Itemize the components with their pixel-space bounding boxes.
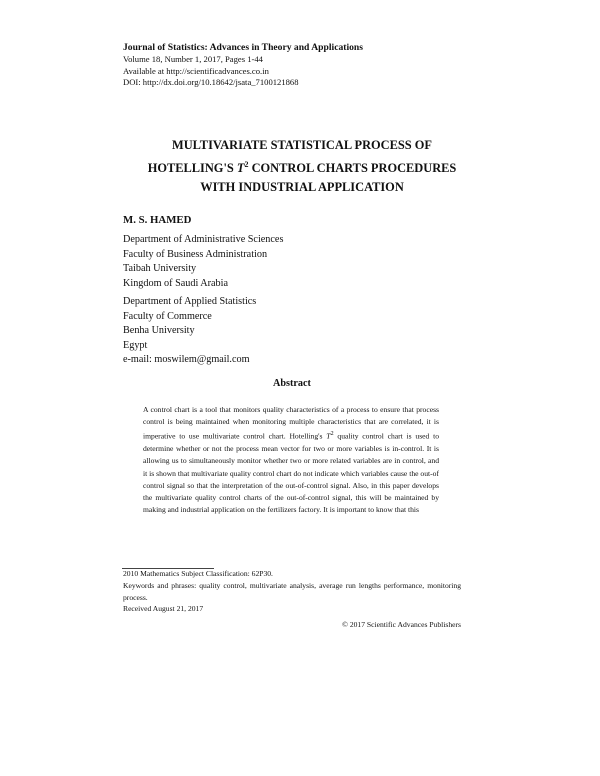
journal-available: Available at http://scientificadvances.co.in [123, 65, 269, 76]
affiliation-2-line: Department of Applied Statistics [123, 296, 257, 307]
affiliation-2-line: Faculty of Commerce [123, 310, 212, 322]
abstract-superscript: 2 [330, 430, 334, 438]
journal-header [123, 41, 483, 89]
title-line-1: MULTIVARIATE STATISTICAL PROCESS OF [172, 138, 432, 152]
paper-title [100, 136, 504, 197]
journal-volume: Volume 18, Number 1, 2017, Pages 1-44 [123, 54, 263, 64]
title-superscript: 2 [244, 160, 249, 169]
received-date: Received August 21, 2017 [123, 604, 204, 613]
keywords: Keywords and phrases: quality control, multivariate analysis, average run lengths performance, monitoring process. [123, 581, 461, 602]
title-line-2-post: CONTROL CHARTS PROCEDURES [248, 161, 457, 176]
affiliation-1 [123, 233, 283, 291]
journal-doi: DOI: http://dx.doi.org/10.18642/jsata_7100121868 [123, 77, 299, 87]
title-line-2-pre: HOTELLING'S [147, 161, 237, 176]
msc-classification: 2010 Mathematics Subject Classification: 62P30. [123, 569, 273, 578]
abstract-text-a: A control chart is a tool that monitors quality characteristics of a process to ensure that process control is being maintained when monitoring multiple characteristics that are correlated, it is imperative to use multivariate control chart. Hotelling's [143, 405, 439, 441]
affiliation-2-line: Egypt [123, 339, 148, 351]
affiliation-1-line: Faculty of Business Administration [123, 248, 268, 260]
abstract-body [143, 404, 439, 569]
abstract-t-symbol: T [326, 431, 331, 441]
affiliation-1-line: Department of Administrative Sciences [123, 234, 284, 245]
abstract-text-b: quality control chart is used to determine whether or not the process mean vector for two or more variables is in-control. It is allowing us to simultaneously monitor whether two or more related variables are in control, and it is shown that multivariate quality control chart do not indicate which variables cause the out-of control signal so that the interpretation of the out-of-control signal. Also, in this paper develops the multivariate quality control charts of the out-of-control signal, this will be maintained by making and industrial application on the fertilizers factory. It is important to know that this [143, 431, 439, 515]
copyright-notice: © 2017 Scientific Advances Publishers [342, 620, 461, 629]
title-line-3: WITH INDUSTRIAL APPLICATION [200, 180, 404, 195]
journal-title: Journal of Statistics: Advances in Theory and Applications [123, 42, 363, 53]
title-line-2 [100, 155, 504, 178]
author-email: e-mail: moswilem@gmail.com [123, 354, 250, 366]
affiliation-2 [123, 295, 256, 368]
affiliation-1-line: Taibah University [123, 263, 197, 275]
author-name: M. S. HAMED [123, 214, 192, 226]
affiliation-1-line: Kingdom of Saudi Arabia [123, 277, 228, 289]
affiliation-2-line: Benha University [123, 325, 195, 337]
abstract-heading: Abstract [273, 378, 311, 389]
title-t-symbol: T [236, 161, 245, 176]
